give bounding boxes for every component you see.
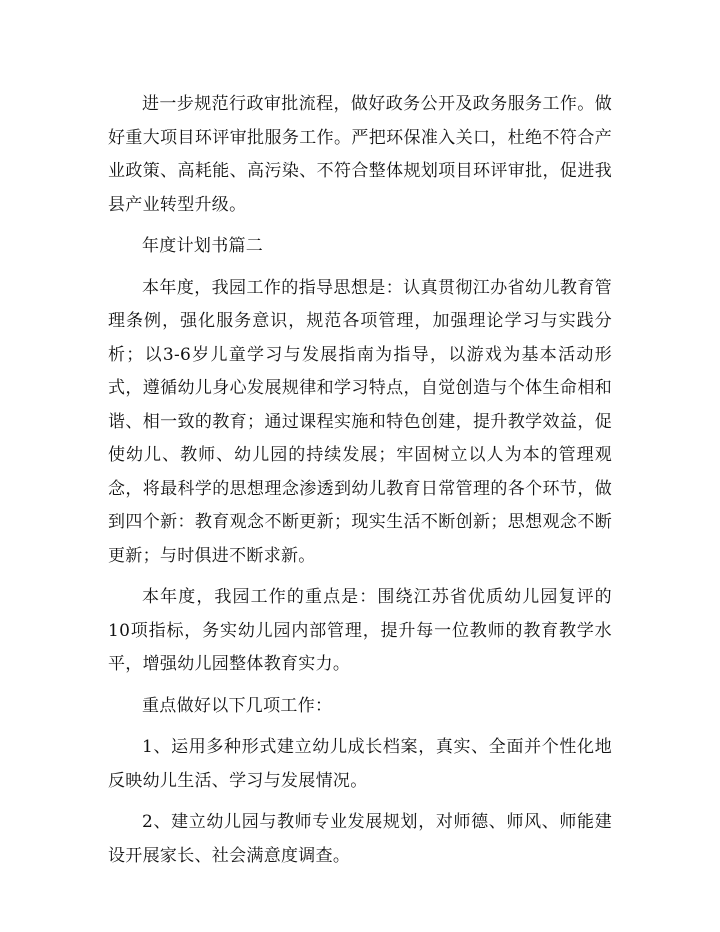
paragraph-guiding-thought: 本年度，我园工作的指导思想是：认真贯彻江办省幼儿教育管理条例，强化服务意识，规范各项管理，加强理论学习与实践分析；以3-6岁儿童学习与发展指南为指导，以游戏为基本活动形式，遵循幼儿身心发展规律和学习特点，自觉创造与个体生命相和谐、相一致的教育；通过课程实施和特色创建，提升教学效益，促使幼儿、教师、幼儿园的持续发展；牢固树立以人为本的管理观念，将最科学的思想理念渗透到幼儿教育日常管理的各个环节，做到四个新：教育观念不断更新；现实生活不断创新；思想观念不断更新；与时俱进不断求新。 [108, 277, 612, 566]
section-heading: 年度计划书篇二 [142, 236, 264, 256]
paragraph-task-2: 2、建立幼儿园与教师专业发展规划，对师德、师风、师能建设开展家长、社会满意度调查。 [108, 812, 612, 866]
paragraph-key-tasks-intro: 重点做好以下几项工作： [142, 695, 333, 716]
paragraph-approval-process: 进一步规范行政审批流程，做好政务公开及政务服务工作。做好重大项目环评审批服务工作。严把环保准入关口，杜绝不符合产业政策、高耗能、高污染、不符合整体规划项目环评审批，促进我县产业转型升级。 [108, 94, 612, 215]
document-body [108, 88, 612, 873]
paragraph-work-focus: 本年度，我园工作的重点是：围绕江苏省优质幼儿园复评的10项指标，务实幼儿园内部管理，提升每一位教师的教育教学水平，增强幼儿园整体教育实力。 [108, 587, 612, 674]
paragraph-task-1: 1、运用多种形式建立幼儿成长档案，真实、全面并个性化地反映幼儿生活、学习与发展情况。 [108, 737, 612, 791]
